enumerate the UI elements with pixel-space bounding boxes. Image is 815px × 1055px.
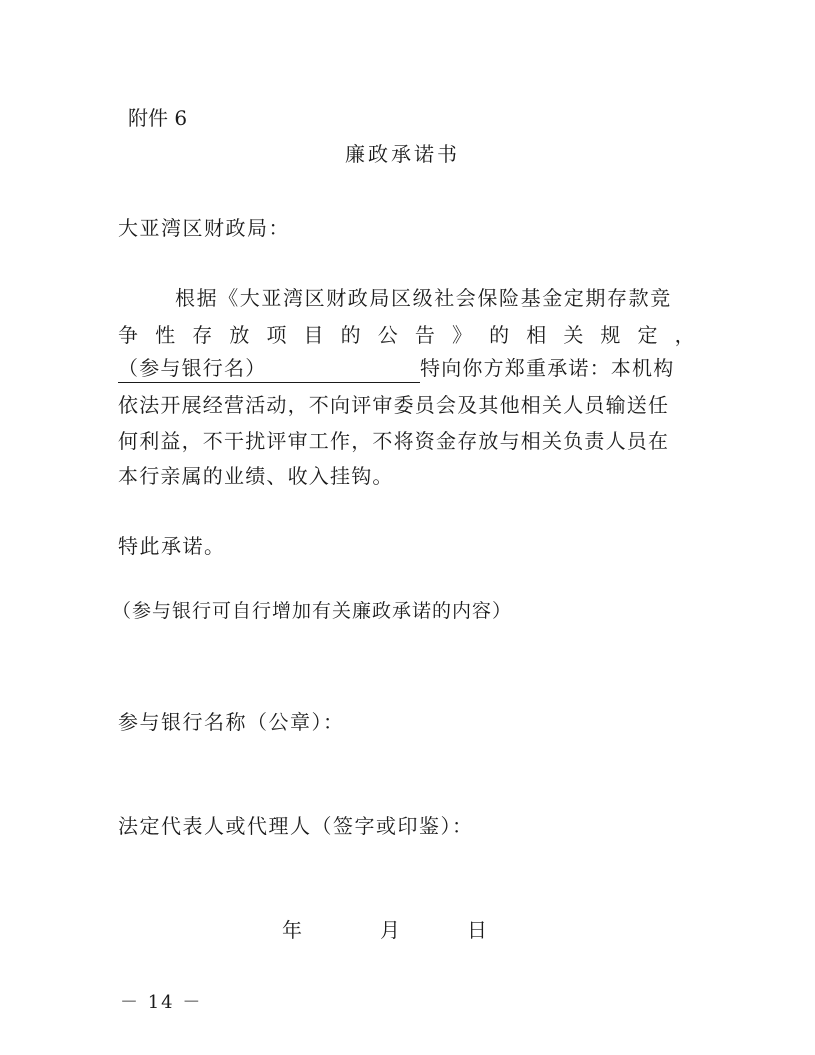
date-day: 日 <box>467 918 487 942</box>
body-line-2-char: ， <box>674 323 696 347</box>
body-line-2-char: 目 <box>303 323 325 347</box>
body-line-3 <box>118 352 674 383</box>
bank-name-blank: （参与银行名） <box>118 352 420 383</box>
body-line-2-char: 告 <box>414 323 437 347</box>
body-line-2-char: 规 <box>600 323 622 347</box>
body-line-2-char: 》 <box>451 323 474 347</box>
body-line-2-char: 公 <box>377 323 399 347</box>
body-line-2-char: 相 <box>526 323 548 347</box>
date-year: 年 <box>282 918 302 942</box>
body-line-2-char: 争 <box>118 323 140 347</box>
body-line-2-char: 的 <box>489 323 511 347</box>
body-line-2-char: 放 <box>229 323 251 347</box>
addressee: 大亚湾区财政局： <box>118 216 290 240</box>
body-line-2-char: 关 <box>563 323 585 347</box>
closing-statement: 特此承诺。 <box>118 534 226 558</box>
body-line-6: 本行亲属的业绩、收入挂钩。 <box>118 464 394 488</box>
date-month: 月 <box>380 918 400 942</box>
body-line-3-text: 特向你方郑重承诺：本机构 <box>420 356 675 380</box>
attachment-label: 附件 6 <box>128 106 188 130</box>
body-line-2 <box>118 319 696 348</box>
document-title: 廉政承诺书 <box>345 142 460 166</box>
body-line-2-char: 性 <box>155 323 177 347</box>
body-line-2-char: 定 <box>637 323 659 347</box>
body-line-2-char: 存 <box>192 323 214 347</box>
bank-signature-line: 参与银行名称（公章）： <box>118 710 345 734</box>
note: （参与银行可自行增加有关廉政承诺的内容） <box>112 600 513 622</box>
body-line-4: 依法开展经营活动，不向评审委员会及其他相关人员输送任 <box>118 393 670 417</box>
page-number: － 14 － <box>120 992 203 1013</box>
body-line-2-char: 项 <box>266 323 288 347</box>
body-line-1: 根据《大亚湾区财政局区级社会保险基金定期存款竞 <box>175 286 672 310</box>
body-line-2-char: 的 <box>340 323 362 347</box>
body-line-5: 何利益，不干扰评审工作，不将资金存放与相关负责人员在 <box>118 429 670 453</box>
representative-signature-line: 法定代表人或代理人（签字或印鉴）： <box>118 814 474 838</box>
